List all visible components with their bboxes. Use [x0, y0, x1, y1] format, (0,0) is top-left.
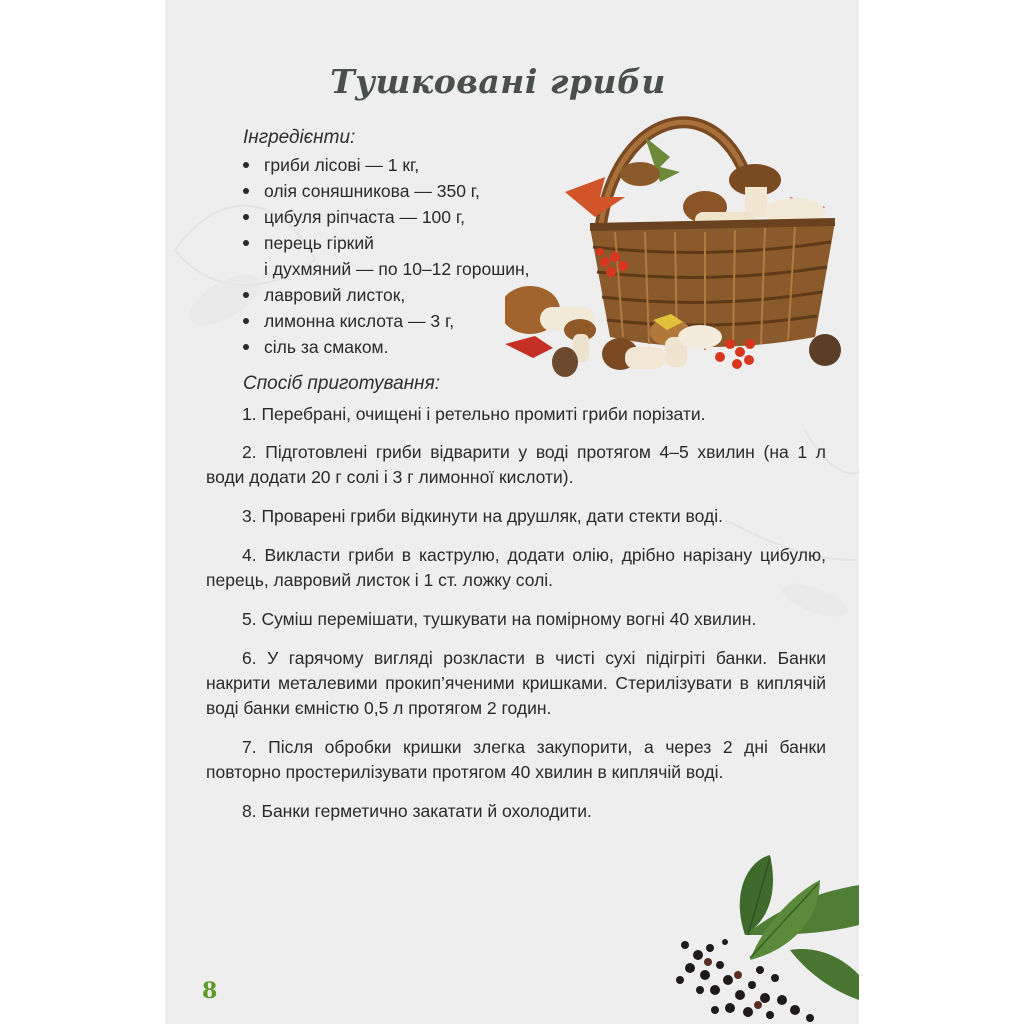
ingredient-item: перець гіркий і духмяний — по 10–12 горошин, [241, 230, 530, 282]
method-step: 8. Банки герметично закатати й охолодити. [242, 801, 592, 821]
method-step: 5. Суміш перемішати, тушкувати на помірному вогні 40 хвилин. [242, 609, 757, 629]
method-steps [206, 402, 826, 838]
bay-leaves-peppercorns-illustration [670, 850, 859, 1024]
method-step: 2. Підготовлені гриби відварити у воді протягом 4–5 хвилин (на 1 л води додати 20 г солі і 3 г лимонної кислоти). [206, 442, 826, 487]
method-step: 3. Проварені гриби відкинути на друшляк, дати стекти воді. [242, 506, 723, 526]
ingredients-heading: Інгредієнти: [243, 127, 356, 148]
method-step: 1. Перебрані, очищені і ретельно промиті гриби порізати. [242, 404, 706, 424]
recipe-title: Тушковані гриби [330, 62, 666, 101]
method-step: 7. Після обробки кришки злегка закупорити, а через 2 дні банки повторно простерилізувати протягом 40 хвилин в киплячій воді. [206, 737, 826, 782]
method-step: 6. У гарячому вигляді розкласти в чисті сухі підігріті банки. Банки накрити металевими прокип’яченими кришками. Стерилізувати в киплячій воді банки ємністю 0,5 л протягом 2 годин. [206, 648, 826, 718]
ingredient-item: олія соняшникова — 350 г, [241, 178, 530, 204]
mushroom-basket-illustration [505, 82, 850, 387]
ingredients-list [241, 152, 530, 360]
page-number: 8 [202, 978, 218, 1004]
method-step: 4. Викласти гриби в каструлю, додати олію, дрібно нарізану цибулю, перець, лавровий листок і 1 ст. ложку солі. [206, 545, 826, 590]
book-page [165, 0, 859, 1024]
ingredient-item: цибуля ріпчаста — 100 г, [241, 204, 530, 230]
ingredient-item: лавровий листок, [241, 282, 530, 308]
ingredient-item: лимонна кислота — 3 г, [241, 308, 530, 334]
ingredient-item: гриби лісові — 1 кг, [241, 152, 530, 178]
method-heading: Спосіб приготування: [243, 373, 441, 394]
ingredient-item: сіль за смаком. [241, 334, 530, 360]
